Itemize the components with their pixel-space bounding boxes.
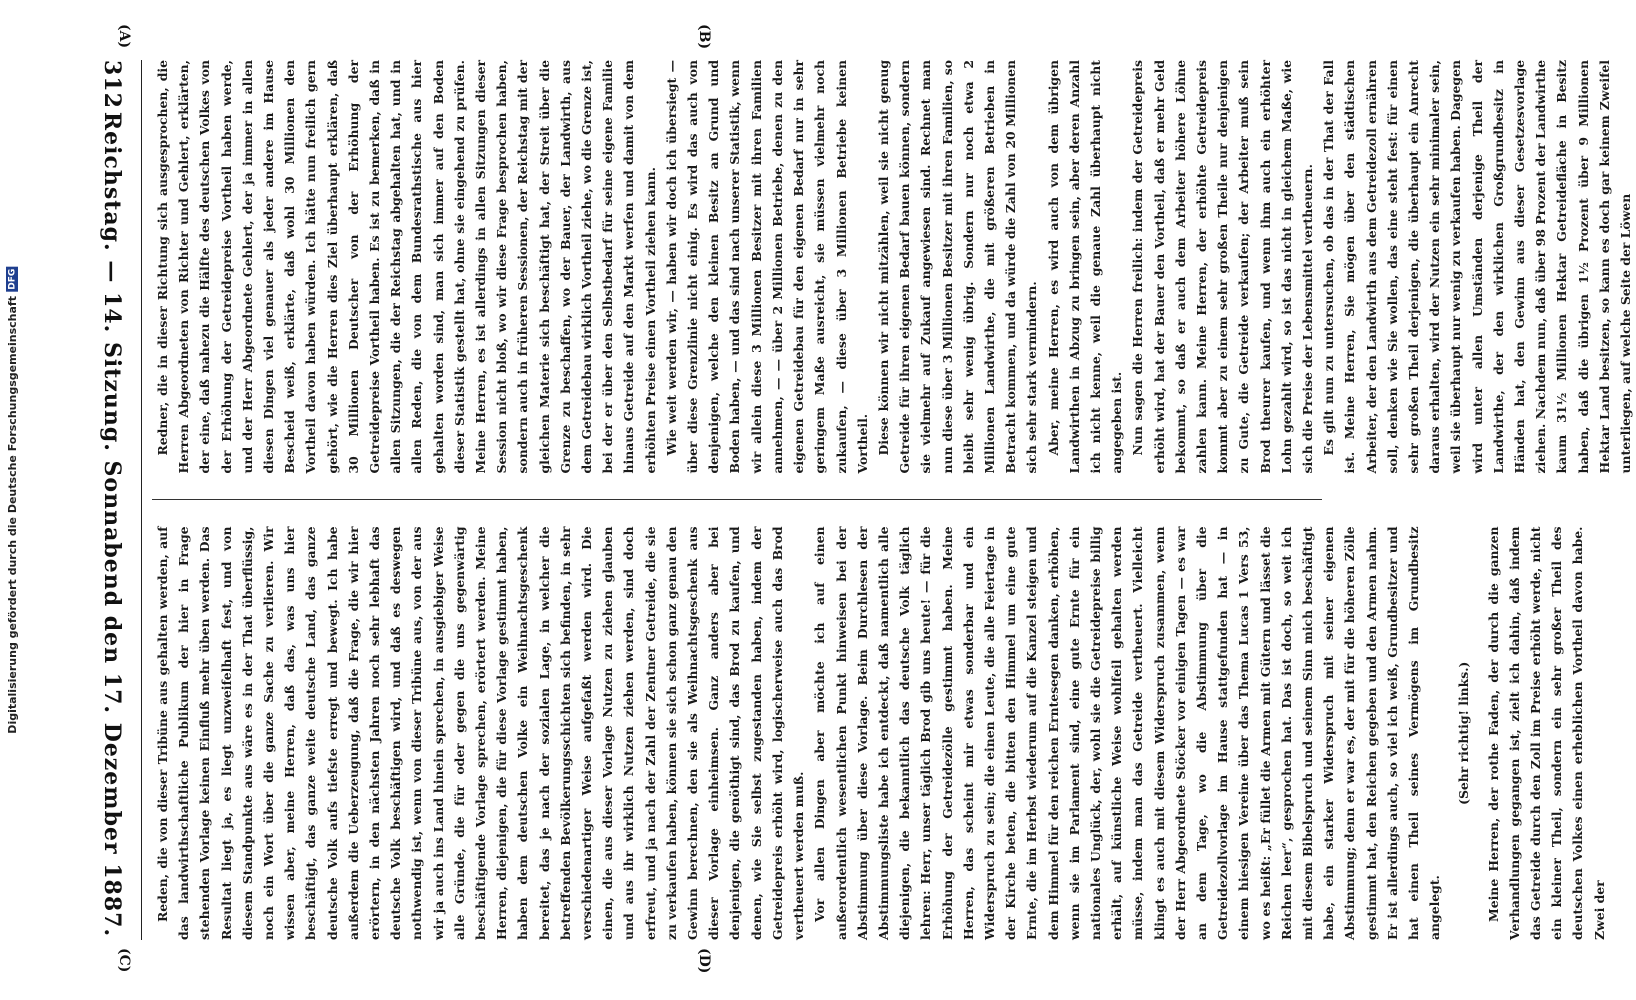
column-divider: [152, 500, 1322, 501]
column-right: [152, 60, 1634, 474]
marker-a: (A): [116, 24, 132, 49]
marker-b: (B): [696, 24, 712, 50]
paragraph: Meine Herren, der rothe Faden, der durch die ganzen Verhandlungen gegangen ist, zielt ich dahin, daß indem das Getreide durch den Zoll im Preise erhöht werde, nicht ein kleiner Theil, sondern ein sehr großer Theil des deutschen Volkes einen erheblichen Vortheil davon habe. Zwei der: [1485, 526, 1607, 940]
page-header: [92, 60, 132, 940]
text-columns: [152, 60, 1634, 940]
marker-d: (D): [696, 948, 712, 974]
paragraph: Aber, meine Herren, es wird auch von dem übrigen Landwirthen in Abzug zu bringen sein, aber deren Anzahl ich nicht kenne, weil die genaue Zahl überhaupt nicht angegeben ist.: [1045, 60, 1125, 474]
marker-c: (C): [116, 948, 132, 973]
paragraph: Vor allen Dingen aber möchte ich auf einen außerordentlich wesentlichen Punkt hinweisen bei der Abstimmung über diese Vorlage. Beim Durchlesen der Abstimmungsliste habe ich entdeckt, daß namentlich alle diejenigen, die bekanntlich das deutsche Volk täglich lehren: Herr, unser täglich Brod gib uns heute! — für die Erhöhung der Getreidezölle gestimmt haben. Meine Herren, das scheint mir etwas sonderbar und ein Widerspruch zu sein; die einen Leute, die alle Feiertage in der Kirche beten, die bitten den Himmel um eine gute Ernte, die im Herbst wiederum auf die Kanzel steigen und dem Himmel für den reichen Erntesegen danken, erhöhen, wenn sie im Parlament sind, eine gute Ernte für ein nationales Unglück, der, wohl sie die Getreidepreise billig erhält, auf künstliche Weise wohlfeil gehalten werden müsse, indem man das Getreide vertheuert. Vielleicht klingt es auch mit diesem Widerspruch zusammen, wenn der Herr Abgeordnete Stöcker vor einigen Tagen — es war an dem Tage, wo die Abstimmung über die Getreidezollvorlage im Hause stattgefunden hat — in einem hiesigen Vereine über das Thema Lucas 1 Vers 53, wo es heißt: „Er füllet die Armen mit Gütern und lässet die Reichen leer“, gesprochen hat. Das ist doch, so weit ich mit diesem Bibelspruch und seinem Sinn mich beschäftigt habe, ein starker Widerspruch mit seiner eigenen Abstimmung; denn er war es, der mit für die höheren Zölle gestimmt hat, den Reichen gegeben und den Armen nahm. Er ist allerdings auch, so viel ich weiß, Grundbesitzer und hat einen Theil seines Vermögens im Grundbesitz angelegt.: [812, 526, 1443, 940]
paragraph: Es gilt nun zu untersuchen, ob das in der That der Fall ist. Meine Herren, Sie mögen über den städtischen Arbeiter, der den Landwirth aus dem Getreidezoll ernähren soll, denken wie Sie wollen, das eine steht fest: für einen sehr großen Theil derjenigen, die überhaupt ein Anrecht daraus erhalten, wird der Nutzen ein sehr minimaler sein, weil sie überhaupt nur wenig zu verkaufen haben. Dagegen wird unter allen Umständen derjenige Theil der Landwirthe, der den wirklichen Großgrundbesitz in Händen hat, den Gewinn aus dieser Gesetzesvorlage ziehen. Nachdem nun, daß über 98 Prozent der Landwirthe kaum 31½ Millionen Hektar Getreidefläche in Besitz haben, daß die übrigen 1½ Prozent über 9 Millionen Hektar Land besitzen, so kann es doch gar keinem Zweifel unterliegen, auf welche Seite der Löwen: [1321, 60, 1634, 474]
paragraph: Diese können wir nicht mitzählen, weil sie nicht genug Getreide für ihren eigenen Bedarf bauen können, sondern sie vielmehr auf Zukauf angewiesen sind. Rechnet man nun diese über 3 Millionen Besitzer mit ihren Familien, so bleibt sehr wenig übrig. Sondern nur noch etwa 2 Millionen Landwirthe, die mit größeren Betrieben in Betracht kommen, und da würde die Zahl von 20 Millionen sich sehr stark vermindern.: [875, 60, 1040, 474]
interjection: (Sehr richtig! links.): [1456, 661, 1472, 805]
credit-text-wrap: [6, 267, 19, 734]
paragraph: Wie weit werden wir, — haben wir doch ich übersiegt — über diese Grenzlinie nicht einig. Es wird das auch von denjenigen, welche den kleinen Besitz an Grund und Boden haben, — und das sind nach unserer Statistik, wenn wir allein diese 3 Millionen Besitzer mit ihren Familien annehmen, — — über 2 Millionen Betriebe, denen zu den eigenen Getreidebau für den eigenen Bedarf nur in sehr geringem Maße ausreicht, sie müssen vielmehr noch zukaufen, — diese über 3 Millionen Betriebe keinen Vortheil.: [663, 60, 870, 474]
digitization-credit: [0, 0, 24, 1000]
column-left: [152, 526, 1607, 941]
header-rule: [141, 60, 142, 940]
credit-text: Digitalisierung gefördert durch die Deutsche Forschungsgemeinschaft: [5, 295, 19, 734]
page-number: 312: [99, 60, 125, 109]
paragraph: Reden, die von dieser Tribüne aus gehalten werden, auf das landwirthschaftliche Publikum der hier in Frage stehenden Vorlage keinen Einfluß mehr üben werden. Das Resultat liegt ja, es liegt unzweifelhaft fest, und von diesem Standpunkte aus wäre es in der That überflüssig, noch ein Wort über die ganze Sache zu verlieren. Wir wissen aber, meine Herren, daß das, was uns hier beschäftigt, das ganze weite deutsche Land, das ganze deutsche Volk aufs tiefste erregt und bewegt. Ich habe außerdem die Ueberzeugung, daß die Frage, die wir hier erörtern, in den nächsten Jahren noch sehr lebhaft das deutsche Volk beschäftigen wird, und daß es deswegen nothwendig ist, wenn von dieser Tribüne aus, von der aus wir ja auch ins Land hinein sprechen, in ausgiebiger Weise alle Gründe, die für oder gegen die uns gegenwärtig beschäftigende Vorlage sprechen, erörtert werden. Meine Herren, diejenigen, die für diese Vorlage gestimmt haben, haben dem deutschen Volke ein Weihnachtsgeschenk bereitet, das je nach der sozialen Lage, in welcher die betreffenden Bevölkerungsschichten sich befinden, in sehr verschiedenartiger Weise aufgefaßt werden wird. Die einen, die aus dieser Vorlage Nutzen zu ziehen glauben und aus ihr wirklich Nutzen ziehen werden, sind doch erfreut, und ja nach der Zahl der Zentner Getreide, die sie zu verkaufen haben, können sie sich schon ganz genau den Gewinn berechnen, den sie als Weihnachtsgeschenk aus dieser Vorlage einheimsen. Ganz anders aber bei denjenigen, die genöthigt sind, das Brod zu kaufen, und denen, wie Sie selbst zugestanden haben, indem der Getreidepreis erhöht wird, logischerweise auch das Brod vertheuert werden muß.: [155, 526, 807, 940]
dfg-logo-icon: DFG: [7, 268, 17, 290]
paragraph: Redner, die in dieser Richtung sich ausgesprochen, die Herren Abgeordneten von Richter und Gehlert, erklärten, der eine, daß nahezu die Hälfte des deutschen Volkes von der Erhöhung der Getreidepreise Vortheil haben werde, und der Herr Abgeordnete Gehlert, der ja immer in allen diesen Dingen viel genauer als jeder andere im Hause Bescheid weiß, erklärte, daß wohl 30 Millionen den Vortheil davon haben würden. Ich hätte nun freilich gern gehört, wie die Herren dies Ziel überhaupt erklären, daß 30 Millionen Deutscher von der Erhöhung der Getreidepreise Vortheil haben. Es ist zu bemerken, daß in allen Sitzungen, die der Reichstag abgehalten hat, und in allen Reden, die von dem Bundesrathstische aus hier gehalten worden sind, man sich immer auf den Boden dieser Statistik gestellt hat, ohne sie eingehend zu prüfen. Meine Herren, es ist allerdings in allen Sitzungen dieser Session nicht bloß, wo wir diese Frage besprochen haben, sondern auch in früheren Sessionen, der Reichstag mit der gleichen Materie sich beschäftigt hat, der Streit über die Grenze zu beschaffen, wo der Bauer, der Landwirth, aus dem Getreidebau wirklich Vortheil ziehe, wo die Grenze ist, bei der er über den Selbstbedarf für seine eigene Familie hinaus Getreide auf den Markt werfen und damit von dem erhöhten Preise einen Vortheil ziehen kann.: [155, 60, 658, 474]
page-title: Reichstag. — 14. Sitzung. Sonnabend den 17. Dezember 1887.: [99, 111, 125, 938]
paragraph: Nun sagen die Herren freilich: indem der Getreidepreis erhöht wird, hat der Bauer den Vortheil, daß er mehr Geld bekommt, so daß er auch dem Arbeiter höhere Löhne zahlen kann. Meine Herren, der erhöhte Getreidepreis kommt aber zu einem sehr großen Theile nur denjenigen zu Gute, die Getreide verkaufen; der Arbeiter muß sein Brod theurer kaufen, und wenn ihm auch ein erhöhter Lohn gezahlt wird, so ist das nicht in gleichem Maße, wie sich die Preise der Lebensmittel vertheuern.: [1130, 60, 1315, 474]
